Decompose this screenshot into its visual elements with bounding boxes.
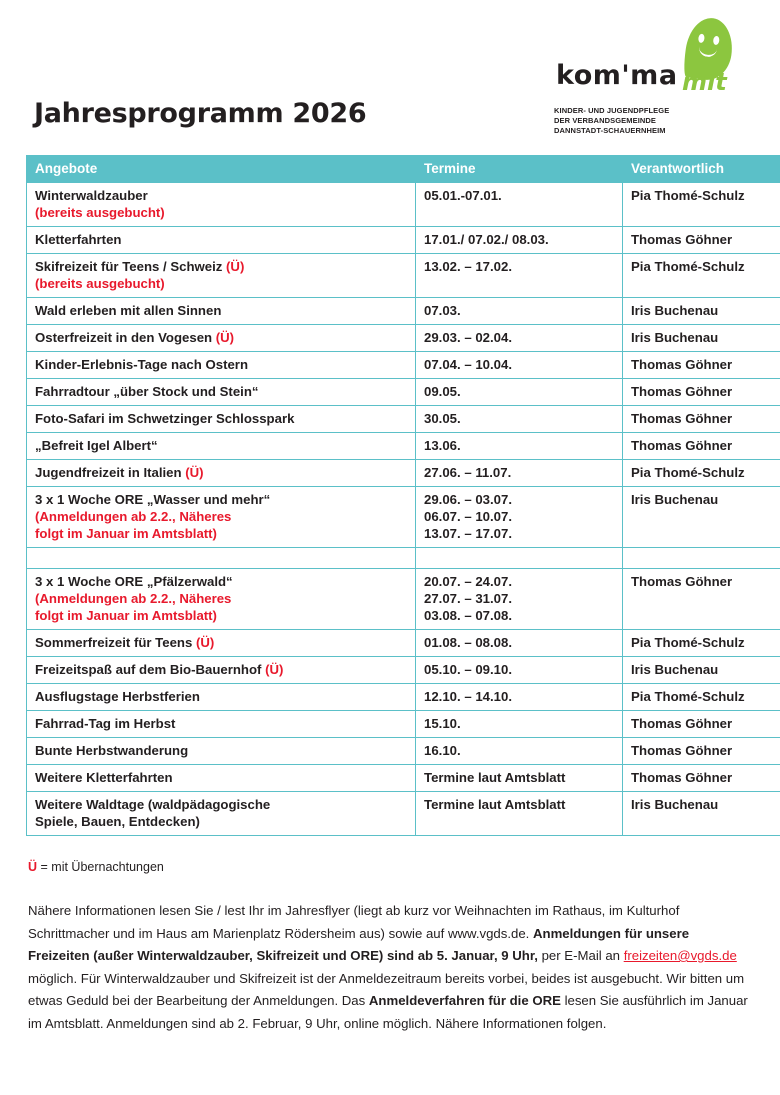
cell-termine — [416, 765, 623, 792]
cell-angebot — [27, 325, 416, 352]
cell-verantwortlich: Iris Buchenau — [623, 792, 780, 836]
cell-angebot — [27, 569, 416, 630]
table-row — [27, 487, 780, 548]
angebot-uebernachtung-marker: (Ü) — [195, 635, 215, 650]
angebot-note: (Anmeldungen ab 2.2., Näheres — [35, 509, 232, 524]
angebot-title: 3 x 1 Woche ORE „Pfälzerwald“ — [35, 574, 233, 589]
logo-wordmark-mit: mit — [682, 68, 727, 96]
table-row — [27, 298, 780, 325]
logo-subtitle-line-1: KINDER- UND JUGENDPFLEGE — [554, 106, 670, 115]
angebot-title: Wald erleben mit allen Sinnen — [35, 303, 222, 318]
footer-text-2-bold: Anmeldungen für unsere Freizeiten (außer Winterwaldzauber, Skifreizeit und ORE) sind ab 5. Januar, 9 Uhr, — [28, 925, 690, 963]
termin-line: 16.10. — [424, 743, 461, 758]
table-row — [27, 325, 780, 352]
termin-line: 07.03. — [424, 303, 461, 318]
cell-verantwortlich: Thomas Göhner — [623, 711, 780, 738]
logo-artwork — [554, 18, 754, 104]
angebot-uebernachtung-marker: (Ü) — [215, 330, 235, 345]
table-header-row — [27, 156, 780, 183]
logo-subtitle-line-2: DER VERBANDSGEMEINDE — [554, 116, 657, 125]
cell-termine — [416, 379, 623, 406]
cell-termine — [416, 569, 623, 630]
col-header-verantwortlich: Verantwortlich — [623, 156, 780, 183]
cell-termine — [416, 684, 623, 711]
angebot-note-2: folgt im Januar im Amtsblatt) — [35, 526, 217, 541]
cell-verantwortlich: Pia Thomé-Schulz — [623, 183, 780, 227]
cell-verantwortlich: Pia Thomé-Schulz — [623, 254, 780, 298]
col-header-angebote: Angebote — [27, 156, 416, 183]
cell-termine — [416, 630, 623, 657]
table-row — [27, 765, 780, 792]
cell-termine — [416, 325, 623, 352]
termin-line: 06.07. – 10.07. — [424, 509, 512, 524]
cell-termine — [416, 738, 623, 765]
cell-angebot — [27, 738, 416, 765]
termin-line: 03.08. – 07.08. — [424, 608, 512, 623]
termin-line: 27.06. – 11.07. — [424, 465, 512, 480]
angebot-title: Skifreizeit für Teens / Schweiz — [35, 259, 227, 274]
angebot-title: Weitere Kletterfahrten — [35, 770, 173, 785]
footer-text-1: Nähere Informationen lesen Sie / lest Ihr im Jahresflyer (liegt ab kurz vor Weihnachten im Rathaus, im Kulturhof Schrittmacher und im Haus am Marienplatz Rödersheim aus) sowie auf www.vgds.de. — [28, 903, 680, 941]
cell-angebot — [27, 433, 416, 460]
cell-verantwortlich: Pia Thomé-Schulz — [623, 630, 780, 657]
table-row — [27, 460, 780, 487]
footer-text-5-bold: Anmeldeverfahren für die ORE — [368, 993, 561, 1008]
cell-angebot — [27, 460, 416, 487]
footer-paragraph — [28, 900, 752, 1035]
termin-line: 30.05. — [424, 411, 461, 426]
termin-line: 29.06. – 03.07. — [424, 492, 512, 507]
col-header-termine: Termine — [416, 156, 623, 183]
termin-line: 20.07. – 24.07. — [424, 574, 512, 589]
cell-termine — [416, 352, 623, 379]
cell-termine — [416, 298, 623, 325]
cell-verantwortlich: Thomas Göhner — [623, 433, 780, 460]
page-title — [34, 98, 366, 129]
angebot-uebernachtung-marker: (Ü) — [226, 259, 245, 274]
cell-angebot — [27, 792, 416, 836]
termin-line: Termine laut Amtsblatt — [424, 770, 566, 785]
legend-symbol: Ü — [28, 860, 38, 874]
legend — [28, 860, 164, 874]
page-title-text: Jahresprogramm 2026 — [34, 98, 367, 129]
termin-line: 05.01.-07.01. — [424, 188, 502, 203]
cell-termine — [416, 406, 623, 433]
logo — [554, 18, 754, 136]
footer-text-3: per E-Mail an — [537, 948, 624, 963]
table-row — [27, 227, 780, 254]
termin-line: 05.10. – 09.10. — [424, 662, 512, 677]
angebot-title: Weitere Waldtage (waldpädagogische — [35, 797, 271, 812]
cell-termine — [416, 227, 623, 254]
logo-wordmark: kom'ma — [556, 60, 678, 91]
table-row — [27, 684, 780, 711]
table-row — [27, 657, 780, 684]
cell-verantwortlich: Iris Buchenau — [623, 657, 780, 684]
angebot-title: „Befreit Igel Albert“ — [35, 438, 158, 453]
angebot-uebernachtung-marker: (Ü) — [265, 662, 284, 677]
termin-line: 15.10. — [424, 716, 461, 731]
footer-text-4: möglich. Für Winterwaldzauber und Skifreizeit ist der Anmeldezeitraum bereits vorbei, beides ist ausgebucht. Wir bitten um etwas Geduld bei der Bearbeitung der Anmeldungen. Das — [28, 970, 745, 1008]
table-row — [27, 630, 780, 657]
cell-angebot — [27, 684, 416, 711]
cell-angebot — [27, 487, 416, 548]
legend-text: = mit Übernachtungen — [37, 860, 164, 874]
cell-verantwortlich: Thomas Göhner — [623, 379, 780, 406]
cell-verantwortlich: Thomas Göhner — [623, 738, 780, 765]
cell-angebot — [27, 630, 416, 657]
table-row — [27, 711, 780, 738]
table-row — [27, 379, 780, 406]
angebot-title: Foto-Safari im Schwetzinger Schlosspark — [35, 411, 295, 426]
angebot-title: Jugendfreizeit in Italien — [35, 465, 186, 480]
angebot-title: Fahrrad-Tag im Herbst — [35, 716, 176, 731]
footer-text-6: lesen Sie ausführlich im Januar im Amtsblatt. Anmeldungen sind ab 2. Februar, 9 Uhr, online möglich. Nähere Informationen folgen. — [28, 993, 748, 1031]
cell-angebot — [27, 406, 416, 433]
termin-line: 13.07. – 17.07. — [424, 526, 512, 541]
table-row — [27, 433, 780, 460]
table-row — [27, 738, 780, 765]
cell-termine — [416, 433, 623, 460]
table-row — [27, 254, 780, 298]
cell-termine — [416, 460, 623, 487]
angebot-title: Freizeitspaß auf dem Bio-Bauernhof — [35, 662, 266, 677]
angebot-title: Ausflugstage Herbstferien — [35, 689, 200, 704]
table-row — [27, 792, 780, 836]
termin-line: 13.02. – 17.02. — [424, 259, 512, 274]
cell-verantwortlich: Thomas Göhner — [623, 765, 780, 792]
cell-angebot — [27, 352, 416, 379]
table-body — [27, 183, 780, 836]
program-table — [26, 155, 780, 836]
angebot-title: Sommerfreizeit für Teens — [35, 635, 196, 650]
cell-angebot — [27, 298, 416, 325]
termin-line: 09.05. — [424, 384, 461, 399]
cell-verantwortlich: Thomas Göhner — [623, 352, 780, 379]
termin-line: 07.04. – 10.04. — [424, 357, 512, 372]
cell-verantwortlich: Pia Thomé-Schulz — [623, 684, 780, 711]
termin-line: Termine laut Amtsblatt — [424, 797, 566, 812]
angebot-title: Kinder-Erlebnis-Tage nach Ostern — [35, 357, 248, 372]
table-spacer-row — [27, 548, 780, 569]
termin-line: 27.07. – 31.07. — [424, 591, 512, 606]
cell-angebot — [27, 711, 416, 738]
table-row — [27, 183, 780, 227]
angebot-note: (bereits ausgebucht) — [35, 276, 165, 291]
angebot-note: (bereits ausgebucht) — [35, 205, 165, 220]
angebot-note-2: folgt im Januar im Amtsblatt) — [35, 608, 217, 623]
cell-verantwortlich: Iris Buchenau — [623, 325, 780, 352]
cell-angebot — [27, 254, 416, 298]
logo-subtitle-line-3: DANNSTADT-SCHAUERNHEIM — [554, 126, 666, 135]
termin-line: 12.10. – 14.10. — [424, 689, 512, 704]
angebot-title: Osterfreizeit in den Vogesen — [35, 330, 216, 345]
angebot-uebernachtung-marker: (Ü) — [185, 465, 204, 480]
table-row — [27, 569, 780, 630]
angebot-title: 3 x 1 Woche ORE „Wasser und mehr“ — [35, 492, 271, 507]
termin-line: 17.01./ 07.02./ 08.03. — [424, 232, 549, 247]
termin-line: 13.06. — [424, 438, 461, 453]
angebot-title: Winterwaldzauber — [35, 188, 148, 203]
angebot-title: Fahrradtour „über Stock und Stein“ — [35, 384, 259, 399]
cell-angebot — [27, 227, 416, 254]
table-row — [27, 406, 780, 433]
angebot-note: (Anmeldungen ab 2.2., Näheres — [35, 591, 232, 606]
table-row — [27, 352, 780, 379]
cell-verantwortlich: Thomas Göhner — [623, 569, 780, 630]
termin-line: 01.08. – 08.08. — [424, 635, 512, 650]
cell-termine — [416, 711, 623, 738]
termin-line: 29.03. – 02.04. — [424, 330, 512, 345]
cell-verantwortlich: Iris Buchenau — [623, 298, 780, 325]
email-link[interactable]: freizeiten@vgds.de — [623, 948, 737, 963]
cell-termine — [416, 792, 623, 836]
cell-termine — [416, 657, 623, 684]
cell-angebot — [27, 379, 416, 406]
angebot-title-line-2: Spiele, Bauen, Entdecken) — [35, 814, 200, 829]
cell-termine — [416, 254, 623, 298]
logo-subtitle — [554, 106, 754, 136]
cell-verantwortlich: Pia Thomé-Schulz — [623, 460, 780, 487]
cell-angebot — [27, 657, 416, 684]
cell-verantwortlich: Thomas Göhner — [623, 227, 780, 254]
angebot-title: Bunte Herbstwanderung — [35, 743, 189, 758]
cell-verantwortlich: Iris Buchenau — [623, 487, 780, 548]
cell-termine — [416, 183, 623, 227]
cell-termine — [416, 487, 623, 548]
cell-angebot — [27, 183, 416, 227]
angebot-title: Kletterfahrten — [35, 232, 122, 247]
cell-verantwortlich: Thomas Göhner — [623, 406, 780, 433]
cell-angebot — [27, 765, 416, 792]
program-table-wrapper — [26, 155, 754, 836]
